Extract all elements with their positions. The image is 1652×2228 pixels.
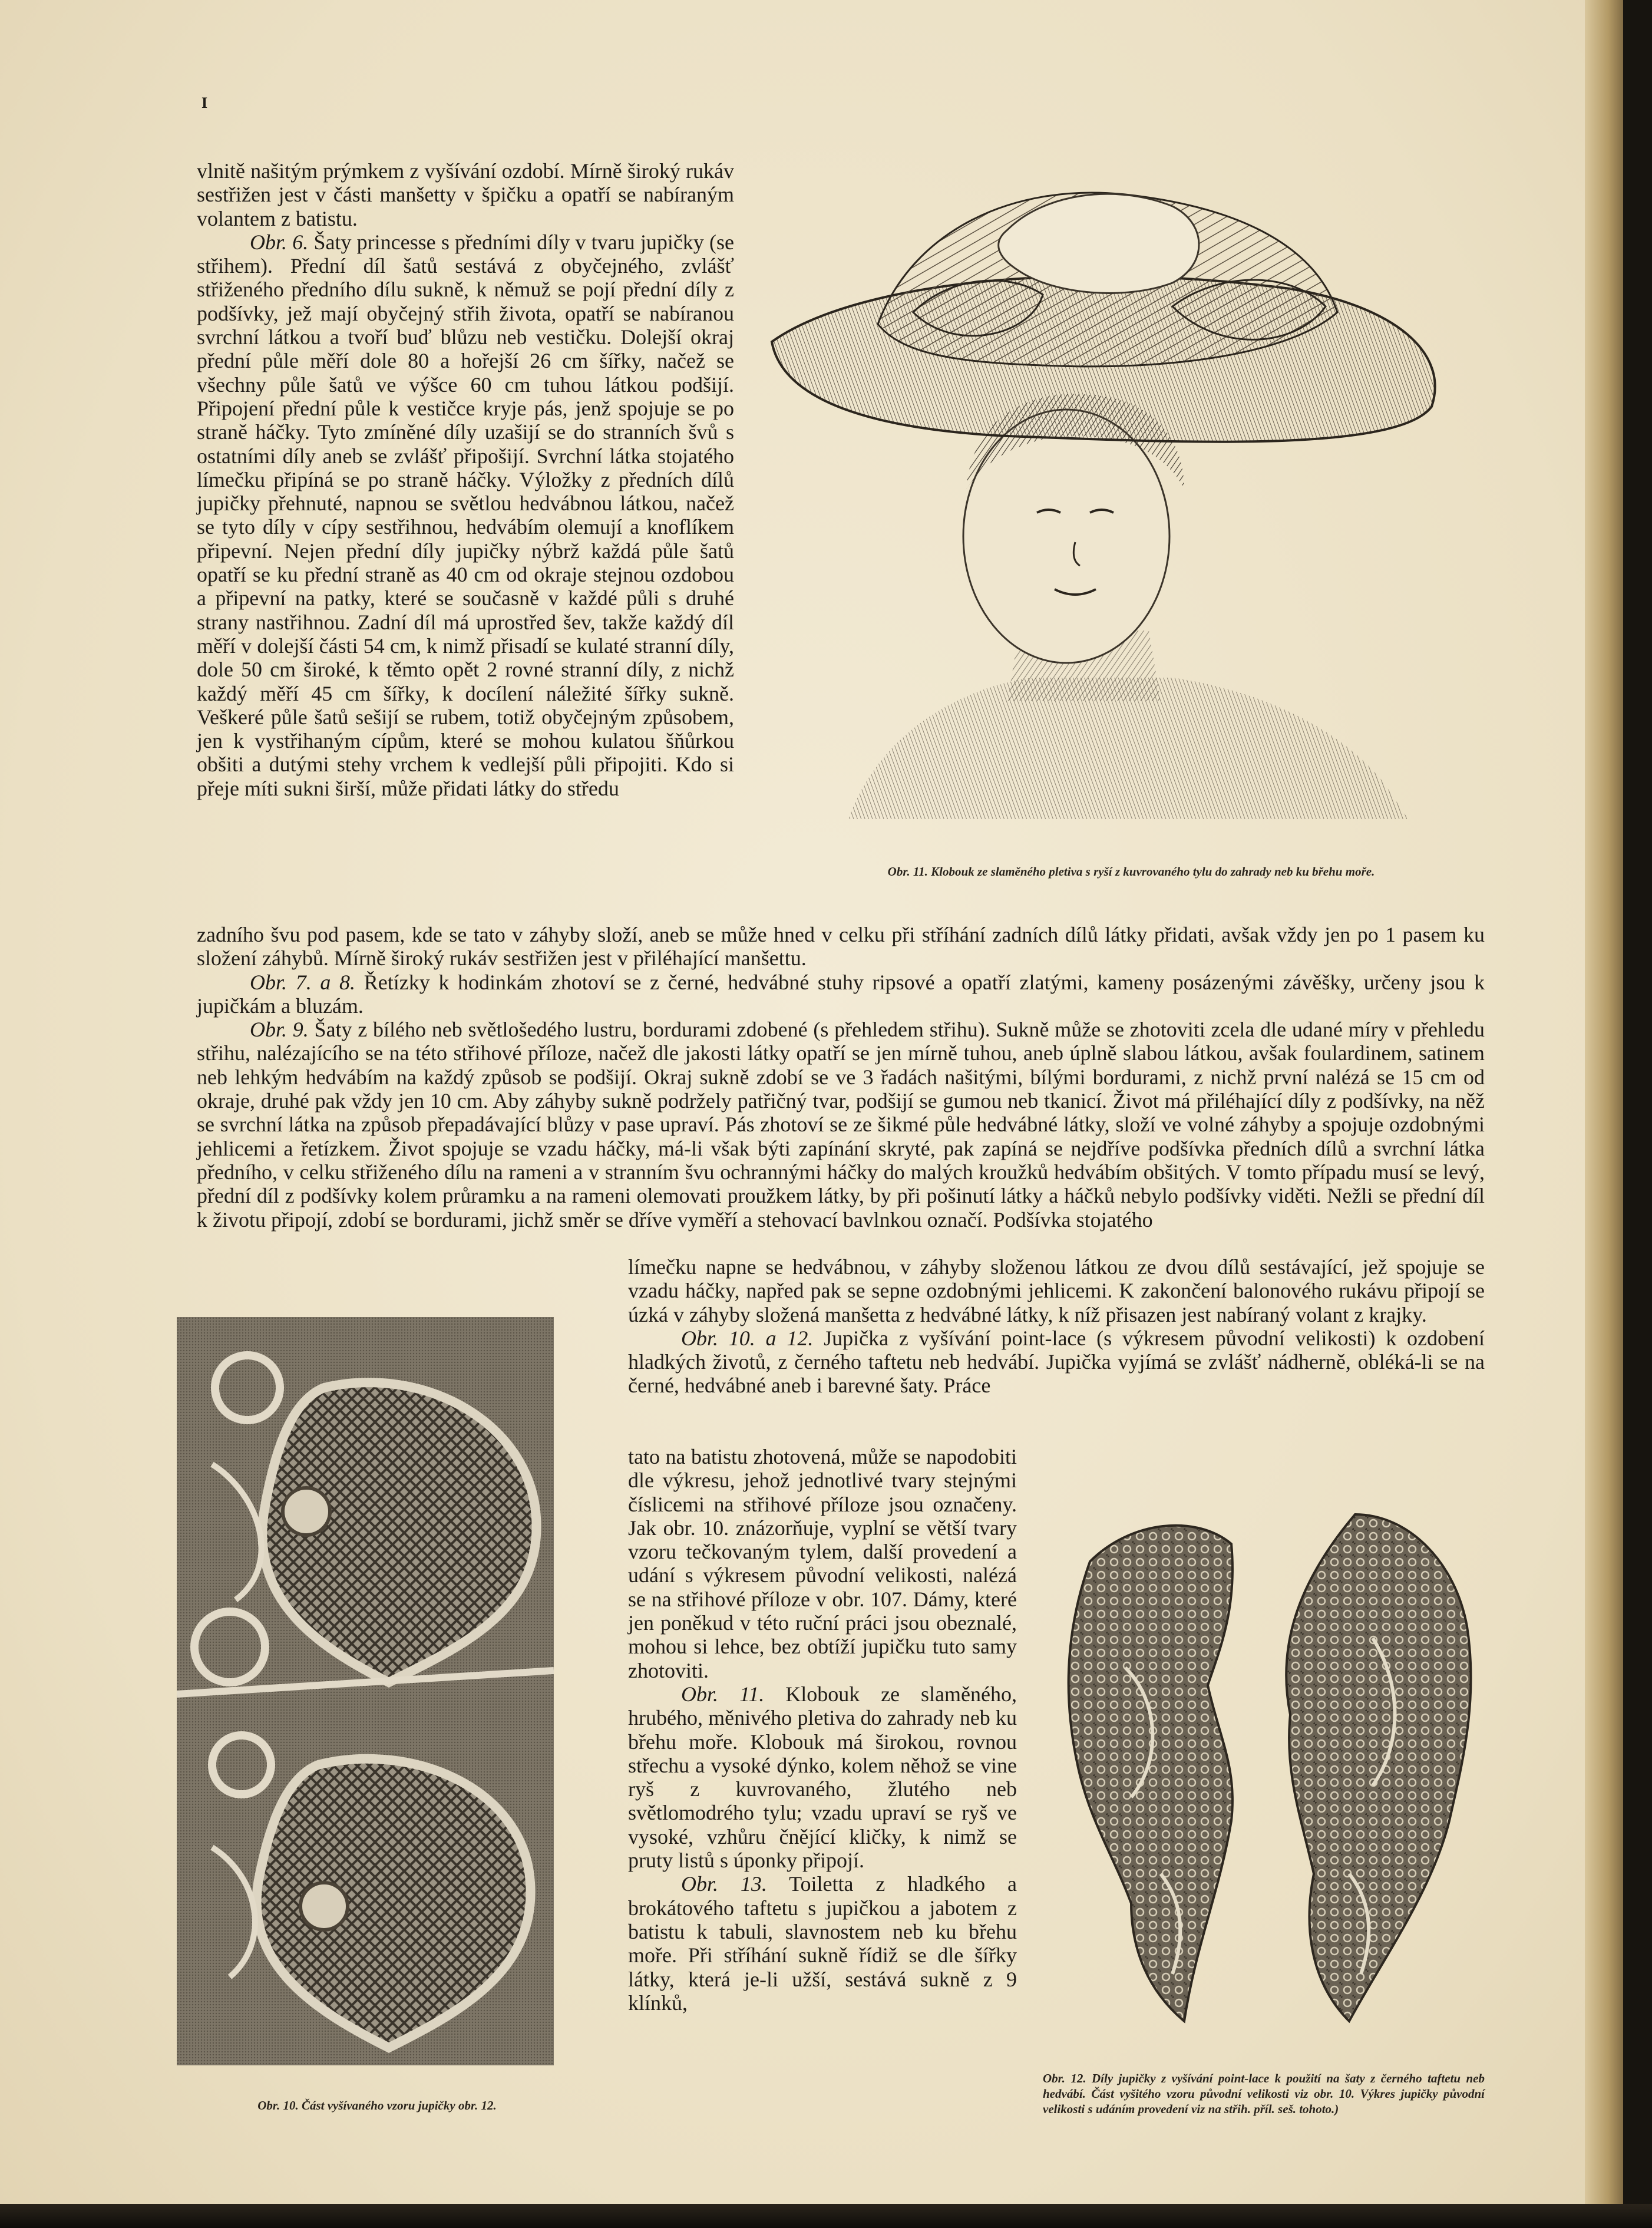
text-narrow-column (628, 1445, 1017, 2015)
paragraph-continuation-4: tato na batistu zhotovená, může se napodobiti dle výkresu, jehož jednotlivé tvary stejnými číslicemi na střihové příloze jsou označeny. Jak obr. 10. znázorňuje, vyplní se větší tvary vzoru tečkovaným tylem, další provedení a udání s výkresem původní velikosti, nalézá se na střihové příloze v obr. 107. Dámy, které jen poněkud v této ruční práci jsou obeznalé, mohou si lehce, bez obtíží jupičku tuto samy zhotoviti. (628, 1445, 1017, 1682)
obr6-text: Šaty princesse s předními díly v tvaru jupičky (se střihem). Přední díl šatů sestává z obyčejného, zvlášť střiženého předního dílu sukně, k němuž se pojí přední díly z podšívky, jež mají obyčejný střih života, opatří se nabíranou svrchní látkou a tvoří buď blůzu neb vestičku. Dolejší okraj přední půle měří dole 80 a hořejší 26 cm šířky, načež se všechny půle šatů ve výšce 60 cm tuhou látkou podšijí. Připojení přední půle k vestičce kryje pás, jenž spojuje se po straně háčky. Tyto zmíněné díly uzašijí se do stranních švů s ostatními díly aneb se zvlášť připošijí. Svrchní látka stojatého límečku připíná se po straně háčky. Výložky z předních dílů jupičky přehnuté, napnou se světlou hedvábnou látkou, načež se tyto díly v cípy sestřihnou, hedvábím olemují a knoflíkem připevní. Nejen přední díly jupičky nýbrž každá půle šatů opatří se ku přední straně as 40 cm od okraje stejnou ozdobou a připevní na patky, které se současně v každé půli s druhé strany nastřihnou. Zadní díl má uprostřed šev, takže každý díl měří v dolejší části 54 cm, k nimž přisadí se kulaté stranní díly, dole 50 cm široké, k těmto opět 2 rovné stranní díly, z nichž každý měří 45 cm šířky, k docílení náležité šířky sukně. Veškeré půle šatů sešijí se rubem, totiž obyčejným způsobem, jen k vystřihaným cípům, které se mohou kulatou šňůrkou obšiti a dutými stehy vrchem k vedlejší půli připojiti. Kdo si přeje míti sukni širší, může přidati látky do středu (197, 230, 734, 800)
page-mark: I (201, 94, 208, 111)
figure-ref-obr78: Obr. 7. a 8. (250, 970, 356, 994)
paragraph-obr11 (628, 1682, 1017, 1872)
paragraph-obr9 (197, 1018, 1485, 1232)
bodice-pieces-engraving (1043, 1491, 1491, 2039)
obr13-text: Toiletta z hladkého a brokátového taftetu s jupičkou a jabotem z batistu k tabuli, slavnostem neb ku břehu moře. Při stříhání sukně řídiž se dle šířky látky, která je-li užší, sestává sukně z 9 klínků, (628, 1872, 1017, 2015)
figure-ref-obr11: Obr. 11. (681, 1682, 765, 1706)
bottom-edge-shadow (0, 2204, 1652, 2228)
paragraph-obr13 (628, 1872, 1017, 2015)
dark-background-edge (1623, 0, 1652, 2228)
paragraph-continuation-3: límečku napne se hedvábnou, v záhyby složenou látkou ze dvou dílů sestávající, jež spojuje se vzadu háčky, napřed pak se sepne ozdobnými jehlicemi. K zakončení balonového rukávu připojí se úzká v záhyby složená manšetta z hedvábné látky, k níž přisazen jest nabíraný volant z krajky. (628, 1255, 1485, 1326)
lace-detail-engraving (177, 1317, 554, 2065)
figure-ref-obr6: Obr. 6. (250, 230, 309, 254)
figure-hat-illustration (760, 159, 1485, 822)
obr78-text: Řetízky k hodinkám zhotoví se z černé, hedvábné stuhy ripsové a opatří zlatými, kameny posázenými závěšky, určeny jsou k jupičkám a bluzám. (197, 970, 1485, 1018)
obr9-text: Šaty z bílého neb světlošedého lustru, bordurami zdobené (s přehledem střihu). Sukně může se zhotoviti zcela dle udané míry v přehledu střihu, nalézajícího se na této střihové příloze, načež dle jakosti látky opatří se jen mírně tuhou, aneb úplně slabou látkou, avšak foulardinem, satinem neb lehkým hedvábím na každý způsob se podšijí. Okraj sukně zdobí se ve 3 řadách našitými, bílými bordurami, z nichž první nalézá se 15 cm od okraje, druhé pak vždy jen 10 cm. Aby záhyby sukně podržely patřičný tvar, podšijí se gumou neb tkanicí. Život má přiléhající díly z podšívky, na něž se svrchní látka na způsob přepadávající blůzy v pase upraví. Pás zhotoví se ze šikmé půle hedvábné látky, složí ve volné záhyby a spojuje ozdobnými jehlicemi a řetízkem. Život spojuje se vzadu háčky, má-li však býti zapínání skryté, pak zapíná se nejdříve podšívka předních dílů a svrchní látka předního, v celku střiženého dílu na rameni a v stranním švu ochrannými háčky do malých kroužků hedvábím obšitých. V tomto případu musí se levý, přední díl z podšívky kolem průramku a na rameni olemovati proužkem látky, by při pošinutí látky a háčků nebylo podšívky viděti. Nežli se přední díl k životu připojí, zdobí se bordurami, jichž směr se dříve vyměří a stehovací bavlnkou označí. Podšívka stojatého (197, 1018, 1485, 1232)
text-column-top-left (197, 159, 734, 800)
obr11-text: Klobouk ze slaměného, hrubého, měnivého pletiva do zahrady neb ku břehu moře. Klobouk má širokou, rovnou střechu a vysoké dýnko, kolem něhož se vine ryš z kuvrovaného, žlutého neb světlomodrého tylu; vzadu upraví se ryš ve vysoké, vzhůru čnějící kličky, k nimž se pruty listů s úponky připojí. (628, 1682, 1017, 1873)
figure-lace-detail (177, 1317, 554, 2065)
hat-engraving (760, 159, 1485, 822)
paragraph-obr1012 (628, 1326, 1485, 1398)
paragraph-continuation-2: zadního švu pod pasem, kde se tato v záhyby složí, aneb se může hned v celku při stříhání zadních dílů látky přidati, avšak vždy jen po 1 pasem ku složení záhybů. Mírně široký rukáv sestřižen jest v přiléhající manšettu. (197, 923, 1485, 971)
figure-ref-obr13: Obr. 13. (681, 1872, 767, 1896)
paragraph-continuation: vlnitě našitým prýmkem z vyšívání ozdobí. Mírně široký rukáv sestřižen jest v části manšetty v špičku a opatří se nabíraným volantem z batistu. (197, 159, 734, 230)
text-mid-block (628, 1255, 1485, 1398)
figure-10-caption: Obr. 10. Část vyšívaného vzoru jupičky obr. 12. (257, 2098, 497, 2113)
text-full-width (197, 923, 1485, 1232)
figure-ref-obr9: Obr. 9. (250, 1018, 309, 1042)
figure-11-caption: Obr. 11. Klobouk ze slaměného pletiva s ryší z kuvrovaného tylu do zahrady neb ku břehu moře. (887, 864, 1375, 879)
paragraph-obr78 (197, 971, 1485, 1018)
figure-12-caption: Obr. 12. Díly jupičky z vyšívání point-lace k použití na šaty z černého taftetu neb hedvábí. Část vyšitého vzoru původní velikosti viz obr. 10. Výkres jupičky původní velikosti s udáním provedení viz na střih. příl. seš. tohoto.) (1043, 2071, 1485, 2116)
figure-bodice-pieces (1043, 1491, 1491, 2039)
obr1012-text: Jupička z vyšívání point-lace (s výkresem původní velikosti) k ozdobení hladkých životů, z černého taftetu neb hedvábí. Jupička vyjímá se zvlášť nádherně, obléká-li se na černé, hedvábné aneb i barevné šaty. Práce (628, 1326, 1485, 1398)
paragraph-obr6 (197, 230, 734, 800)
figure-ref-obr1012: Obr. 10. a 12. (681, 1326, 814, 1350)
